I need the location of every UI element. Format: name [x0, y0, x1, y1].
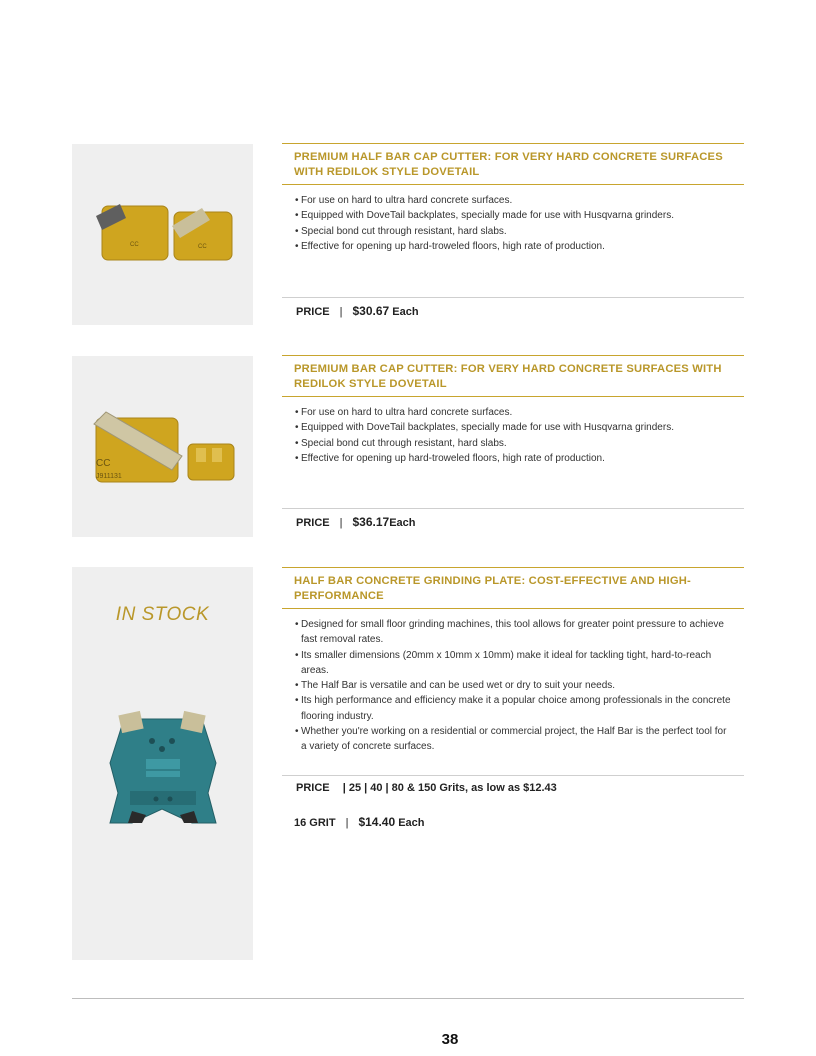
bar-cap-cutter-image — [72, 356, 253, 537]
feature-item: • Special bond cut through resistant, hard slabs. — [295, 436, 744, 451]
page-number: 38 — [441, 1031, 459, 1048]
feature-item: • Effective for opening up hard-troweled floors, high rate of production. — [295, 239, 744, 254]
footer-divider — [72, 998, 744, 999]
product-image-panel-3 — [72, 567, 253, 960]
product-1 — [282, 143, 744, 323]
feature-item: • Whether you're working on a residential or commercial project, the Half Bar is the perfect tool for a variety of concrete surfaces. — [295, 724, 732, 755]
feature-item: • For use on hard to ultra hard concrete surfaces. — [295, 405, 744, 420]
price-separator: | — [339, 306, 343, 318]
feature-item: • Equipped with DoveTail backplates, specially made for use with Husqvarna grinders. — [295, 420, 744, 435]
image-mark-cc: CC — [130, 242, 139, 248]
product-features-3 — [282, 609, 744, 755]
product-image-panel-1 — [72, 144, 253, 325]
grit16-unit: Each — [398, 817, 425, 829]
feature-item: • Special bond cut through resistant, hard slabs. — [295, 224, 744, 239]
image-mark-cc: CC — [96, 458, 111, 469]
price-unit: Each — [392, 306, 419, 318]
feature-item: • The Half Bar is versatile and can be used wet or dry to suit your needs. — [295, 678, 732, 693]
price-label: PRICE — [296, 306, 330, 318]
grit16-price-row — [294, 815, 425, 829]
price-label: PRICE — [296, 517, 330, 529]
price-row-2 — [282, 508, 744, 529]
product-title-1: PREMIUM HALF BAR CAP CUTTER: FOR VERY HARD CONCRETE SURFACES WITH REDILOK STYLE DOVETAIL — [282, 143, 744, 185]
price-row-3 — [282, 775, 744, 794]
product-title-3: HALF BAR CONCRETE GRINDING PLATE: COST-EFFECTIVE AND HIGH-PERFORMANCE — [282, 567, 744, 609]
product-features-1 — [282, 185, 744, 254]
product-image-panel-2 — [72, 356, 253, 537]
feature-item: • Its high performance and efficiency make it a popular choice among professionals in the concrete flooring industry. — [295, 693, 732, 724]
product-3 — [282, 567, 744, 847]
grit16-amount: $14.40 — [358, 815, 396, 829]
price-unit: Each — [389, 517, 416, 529]
grits-price-text: | 25 | 40 | 80 & 150 Grits, as low as $12.43 — [342, 782, 557, 794]
product-features-2 — [282, 397, 744, 466]
half-bar-grinding-plate-image — [72, 567, 253, 960]
price-label: PRICE — [296, 782, 330, 794]
half-bar-cap-cutter-image — [72, 144, 253, 325]
image-mark-serial: J911131 — [96, 473, 122, 480]
feature-item: • Equipped with DoveTail backplates, specially made for use with Husqvarna grinders. — [295, 208, 744, 223]
feature-item: • Designed for small floor grinding machines, this tool allows for greater point pressure to achieve fast removal rates. — [295, 617, 732, 648]
price-row-1 — [282, 297, 744, 318]
price-amount: $30.67 — [352, 304, 390, 318]
image-mark-cc-2: CC — [198, 244, 207, 250]
grit16-label: 16 GRIT — [294, 817, 336, 829]
feature-item: • Effective for opening up hard-troweled floors, high rate of production. — [295, 451, 744, 466]
feature-item: • For use on hard to ultra hard concrete surfaces. — [295, 193, 744, 208]
price-amount: $36.17 — [352, 515, 390, 529]
price-separator: | — [345, 817, 349, 829]
feature-item: • Its smaller dimensions (20mm x 10mm x 10mm) make it ideal for tackling tight, hard-to-reach areas. — [295, 648, 732, 679]
product-title-2: PREMIUM BAR CAP CUTTER: FOR VERY HARD CONCRETE SURFACES WITH REDILOK STYLE DOVETAIL — [282, 355, 744, 397]
in-stock-label: IN STOCK — [115, 604, 210, 625]
price-separator: | — [339, 517, 343, 529]
product-2 — [282, 355, 744, 535]
